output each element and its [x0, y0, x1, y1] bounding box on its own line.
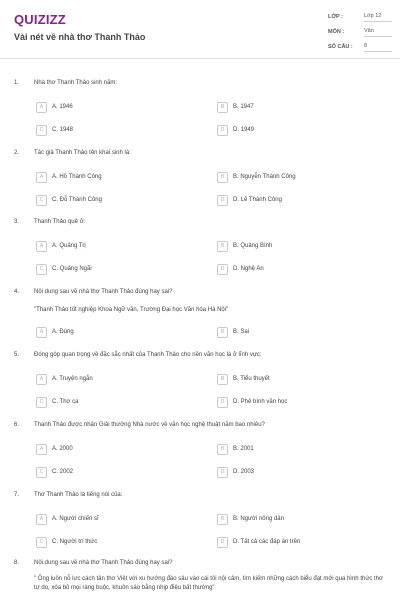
meta-value: 8	[364, 43, 392, 52]
option-text: A. Người chiến sĩ	[52, 516, 99, 522]
meta-label: MÔN :	[328, 29, 345, 35]
question-quote: "Thanh Thảo tốt nghiệp Khoa Ngữ văn, Trường Đại học Văn hóa Hà Nội"	[34, 307, 229, 313]
option-text: D. 1949	[233, 127, 255, 133]
worksheet-title: Vài nét về nhà thơ Thanh Thảo	[14, 32, 146, 42]
worksheet-header	[0, 0, 400, 59]
option-text: D. 2003	[233, 469, 255, 475]
option-letter-box[interactable]: D	[217, 195, 228, 206]
option-letter-box[interactable]: C	[36, 125, 47, 136]
option-text: A. 2000	[52, 446, 73, 452]
option-letter-box[interactable]: A	[36, 444, 47, 455]
option-text: C. Đỗ Thành Công	[52, 197, 102, 203]
option-text: A. Truyện ngắn	[52, 376, 93, 382]
option-text: B. 2001	[233, 446, 254, 452]
option-letter-box[interactable]: B	[217, 327, 228, 338]
option-text: D. Nghệ An	[233, 266, 264, 272]
question-number: 8.	[14, 560, 20, 566]
question-text: Nội dung sau về nhà thơ Thanh Thảo đúng hay sai?	[34, 289, 173, 295]
question-text: Thanh Thảo được nhận Giải thưởng Nhà nước về văn học nghệ thuật năm bao nhiêu?	[34, 422, 265, 428]
question-text: Đóng góp quan trọng về đặc sắc nhất của Thanh Thảo cho nền văn học là ở lĩnh vực:	[34, 352, 262, 358]
option-text: A. Đúng	[52, 329, 74, 335]
quizizz-logo: QUIZIZZ	[14, 12, 66, 27]
option-letter-box[interactable]: C	[36, 195, 47, 206]
option-text: C. Người trí thức	[52, 539, 98, 545]
meta-value: Lớp 12	[364, 13, 392, 22]
question-number: 6.	[14, 422, 20, 428]
option-letter-box[interactable]: C	[36, 467, 47, 478]
meta-row	[328, 12, 392, 27]
question-number: 5.	[14, 352, 20, 358]
option-text: D. Tất cả các đáp án trên	[233, 539, 301, 545]
meta-value: Văn	[364, 28, 392, 37]
option-letter-box[interactable]: B	[217, 374, 228, 385]
meta-label: SỐ CÂU :	[328, 44, 353, 50]
option-letter-box[interactable]: D	[217, 467, 228, 478]
question-number: 1.	[14, 80, 20, 86]
question-text: Thơ Thanh Thảo là tiếng nói của:	[34, 492, 123, 498]
option-letter-box[interactable]: B	[217, 241, 228, 252]
option-text: D. Lê Thành Công	[233, 197, 282, 203]
option-text: A. 1946	[52, 104, 73, 110]
option-letter-box[interactable]: A	[36, 102, 47, 113]
option-text: C. 1948	[52, 127, 74, 133]
option-text: B. Tiểu thuyết	[233, 376, 270, 382]
question-text: Nội dung sau về nhà thơ Thanh Thảo đúng hay sai?	[34, 560, 173, 566]
option-text: A. Quảng Trị	[52, 243, 86, 249]
option-letter-box[interactable]: B	[217, 514, 228, 525]
option-letter-box[interactable]: B	[217, 172, 228, 183]
question-text: Thanh Thảo quê ở:	[34, 219, 86, 225]
option-letter-box[interactable]: D	[217, 125, 228, 136]
option-letter-box[interactable]: A	[36, 172, 47, 183]
question-text: Tác giả Thanh Thảo tên khai sinh là:	[34, 150, 131, 156]
option-letter-box[interactable]: B	[217, 444, 228, 455]
meta-row	[328, 42, 392, 57]
meta-label: LỚP :	[328, 14, 343, 20]
option-letter-box[interactable]: A	[36, 327, 47, 338]
option-text: B. Sai	[233, 329, 250, 335]
option-text: A. Hồ Thành Công	[52, 174, 102, 180]
option-text: C. 2002	[52, 469, 74, 475]
option-letter-box[interactable]: A	[36, 241, 47, 252]
question-number: 3.	[14, 219, 20, 225]
option-letter-box[interactable]: D	[217, 264, 228, 275]
question-number: 4.	[14, 289, 20, 295]
option-text: B. Người nông dân	[233, 516, 284, 522]
option-letter-box[interactable]: A	[36, 514, 47, 525]
option-text: C. Thơ ca	[52, 399, 79, 405]
option-text: B. Nguyễn Thành Công	[233, 174, 296, 180]
question-quote: " Ông luôn nỗ lực cách tân thơ Việt với xu hướng đào sâu vào cái tôi nội cảm, tìm kiếm những cách biểu đạt mới qua hình thức thơ tự do, xóa bỏ mọi ràng buộc, khuôn sáo bằng nhịp điệu bất thường"	[34, 576, 383, 591]
option-letter-box[interactable]: C	[36, 397, 47, 408]
option-text: B. 1947	[233, 104, 254, 110]
worksheet-meta	[328, 12, 392, 57]
option-text: C. Quảng Ngãi	[52, 266, 92, 272]
question-text: Nhà thơ Thanh Thảo sinh năm:	[34, 80, 118, 86]
option-letter-box[interactable]: C	[36, 537, 47, 548]
option-text: B. Quảng Bình	[233, 243, 273, 249]
option-letter-box[interactable]: D	[217, 537, 228, 548]
option-letter-box[interactable]: D	[217, 397, 228, 408]
question-number: 2.	[14, 150, 20, 156]
question-number: 7.	[14, 492, 20, 498]
option-letter-box[interactable]: B	[217, 102, 228, 113]
meta-row	[328, 27, 392, 42]
option-text: D. Phê bình văn học	[233, 399, 288, 405]
option-letter-box[interactable]: A	[36, 374, 47, 385]
option-letter-box[interactable]: C	[36, 264, 47, 275]
